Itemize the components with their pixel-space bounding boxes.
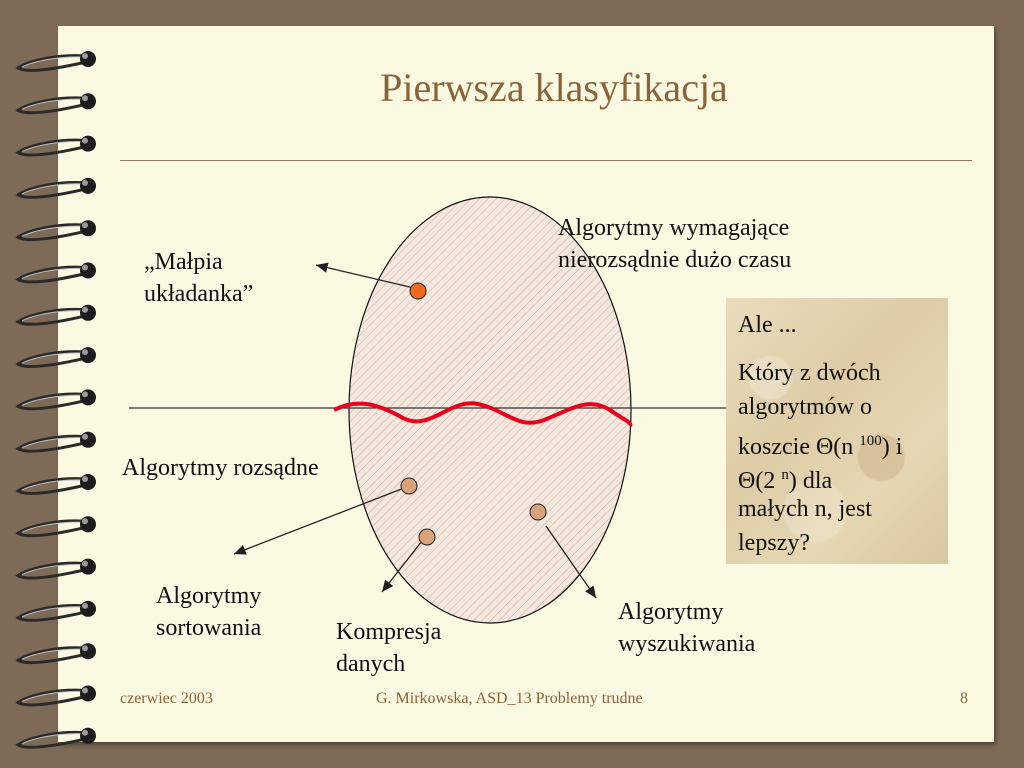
binding-ring (18, 178, 96, 197)
binding-ring (18, 686, 96, 705)
label-kompresja-line2: danych (336, 651, 406, 677)
note-line-5-sup: n (781, 467, 789, 483)
note-line-1: Ale ... (738, 312, 797, 338)
dot-wyszukiwania (530, 504, 546, 520)
binding-ring (18, 728, 96, 747)
note-line-6: małych n, jest (738, 496, 872, 522)
binding-ring (18, 136, 96, 155)
footer-date: czerwiec 2003 (120, 690, 213, 707)
binding-ring (18, 432, 96, 451)
label-sortowania-line2: sortowania (156, 615, 262, 641)
label-kompresja-line1: Kompresja (336, 619, 442, 645)
note-line-2: Który z dwóch (738, 360, 881, 386)
label-wymagajace (558, 212, 791, 276)
note-line-4-sup: 100 (859, 433, 882, 449)
label-sortowania-line1: Algorytmy (156, 583, 262, 609)
binding-ring (18, 389, 96, 408)
binding-ring (18, 643, 96, 662)
label-malpia (144, 246, 253, 310)
dot-kompresja (419, 529, 435, 545)
label-rozsadne: Algorytmy rozsądne (122, 455, 319, 481)
binding-ring (18, 559, 96, 578)
label-wymagajace-line1: Algorytmy wymagające (558, 215, 790, 241)
dot-sortowania (401, 478, 417, 494)
footer-page-number: 8 (960, 690, 968, 707)
slide-page (58, 26, 994, 742)
page-title: Pierwsza klasyfikacja (380, 65, 728, 110)
spiral-rings (0, 0, 110, 768)
label-malpia-line2: układanka” (144, 281, 254, 307)
binding-ring (18, 93, 96, 112)
label-wyszukiwania-line1: Algorytmy (618, 599, 724, 625)
label-kompresja (336, 616, 441, 680)
note-line-5-pre: Θ(2 (738, 468, 782, 494)
binding-ring (18, 601, 96, 620)
binding-ring (18, 347, 96, 366)
footer-author: G. Mirkowska, ASD_13 Problemy trudne (376, 690, 643, 707)
note-line-7: lepszy? (738, 530, 810, 556)
label-sortowania (156, 580, 261, 644)
note-line-3: algorytmów o (738, 394, 872, 420)
binding-ring (18, 220, 96, 239)
note-line-4-pre: koszcie Θ(n (738, 434, 860, 460)
label-malpia-line1: „Małpia (144, 249, 223, 275)
label-wyszukiwania (618, 596, 755, 660)
dot-malpia (410, 283, 426, 299)
binding-ring (18, 305, 96, 324)
binding-ring (18, 51, 96, 70)
note-line-4-post: ) i (881, 434, 903, 460)
question-note (726, 298, 948, 564)
binding-ring (18, 474, 96, 493)
note-line-5-post: ) dla (788, 468, 833, 494)
label-wyszukiwania-line2: wyszukiwania (618, 631, 756, 657)
binding-ring (18, 263, 96, 282)
label-wymagajace-line2: nierozsądnie dużo czasu (558, 247, 792, 273)
binding-ring (18, 516, 96, 535)
